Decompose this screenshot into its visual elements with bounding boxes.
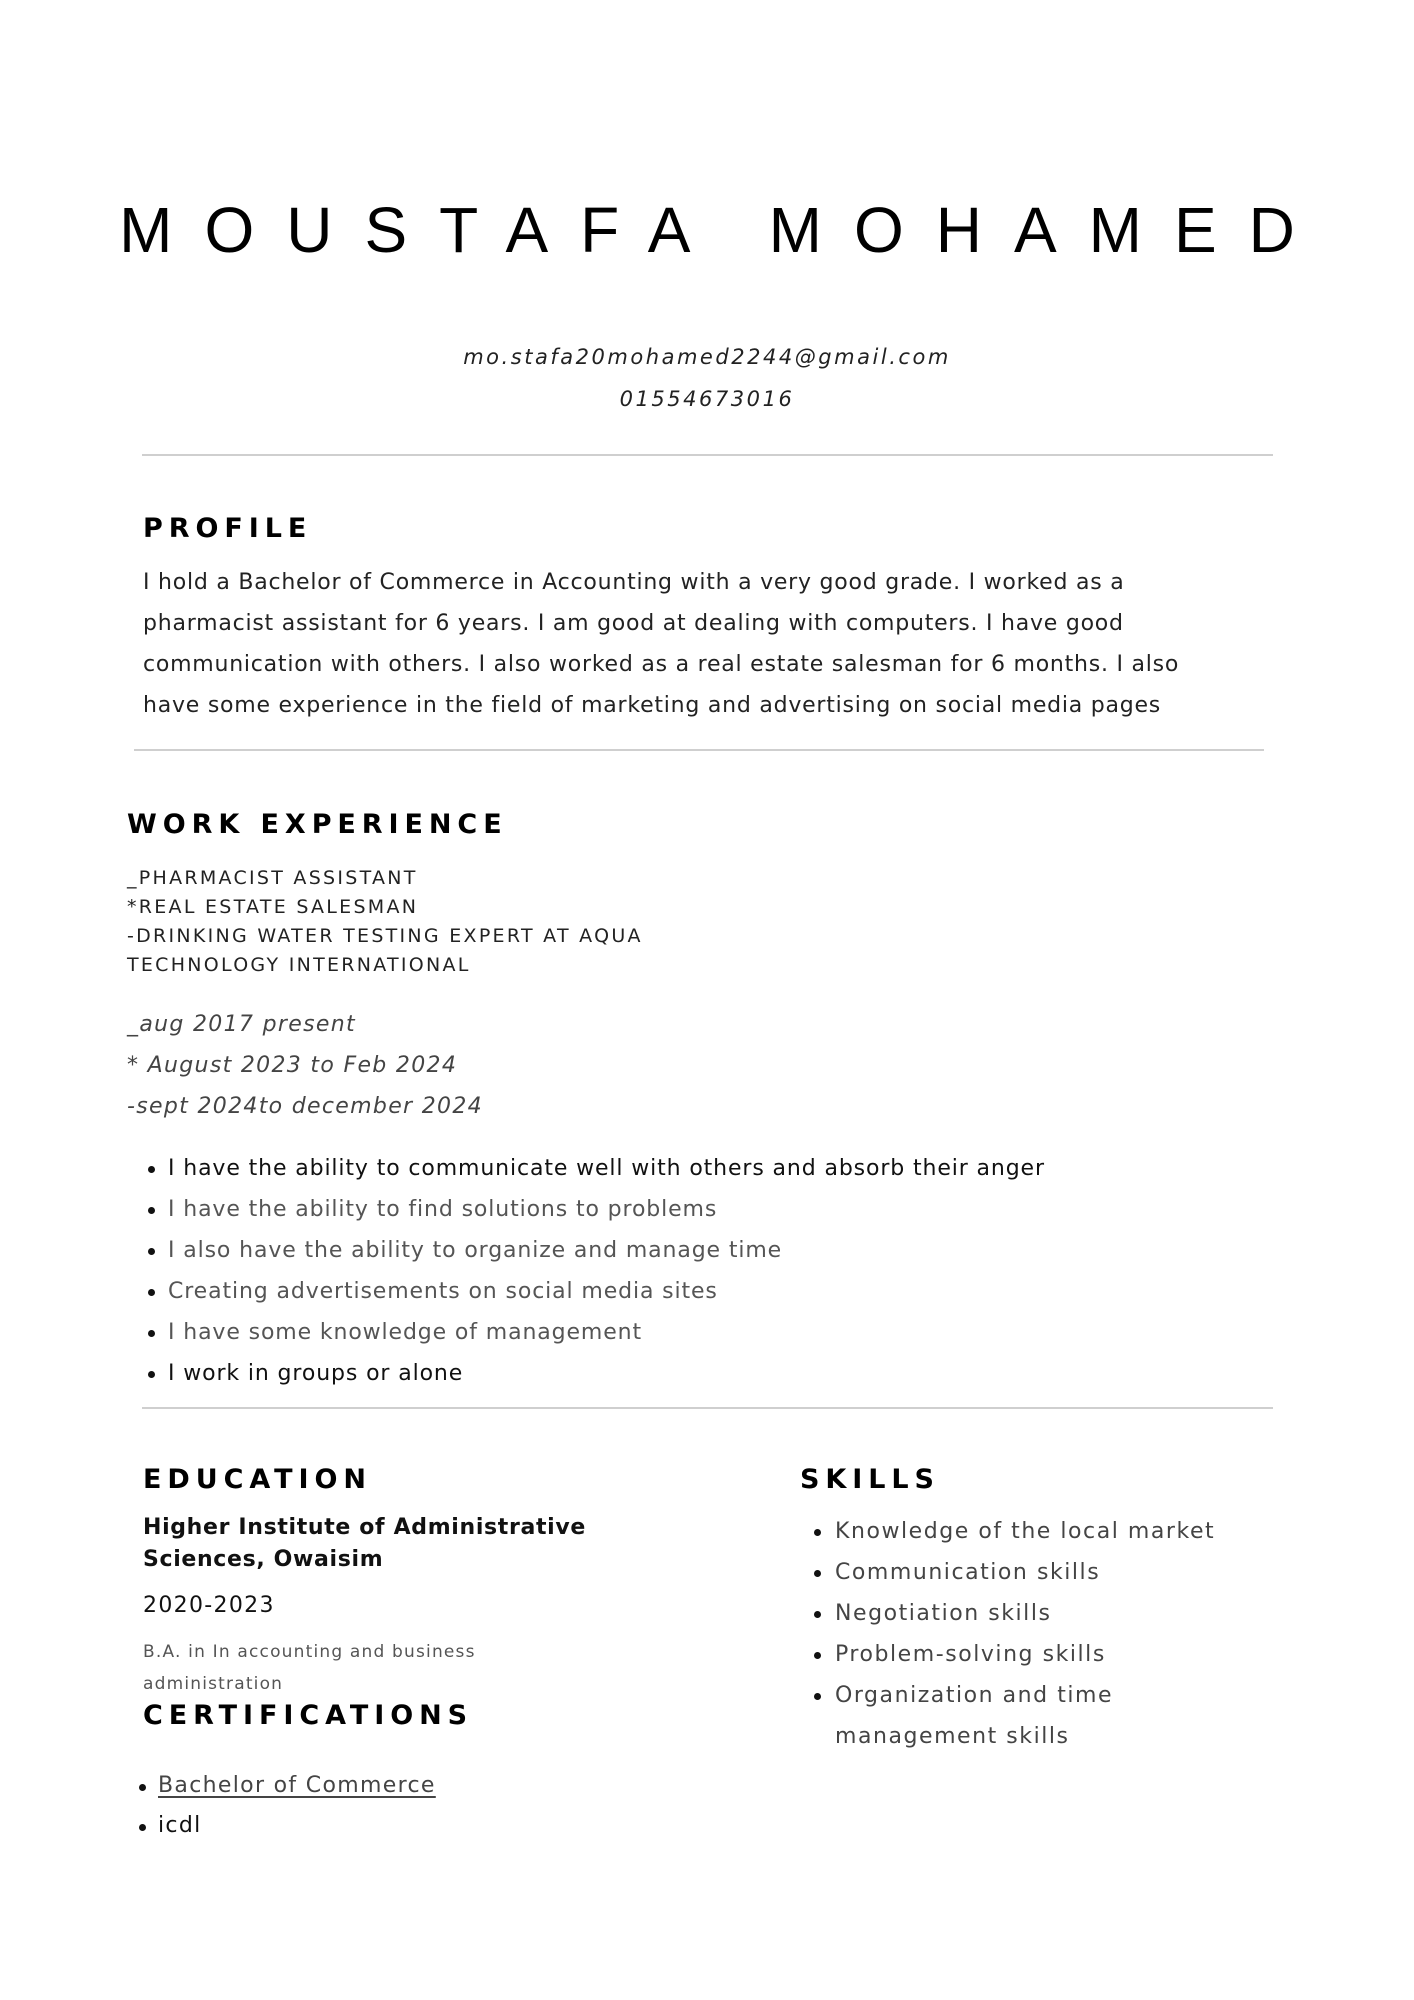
bullet-icon bbox=[148, 1371, 155, 1378]
list-item bbox=[146, 1353, 1045, 1394]
list-item-text: I work in groups or alone bbox=[168, 1361, 464, 1386]
list-item bbox=[146, 1271, 1045, 1312]
list-item bbox=[146, 1312, 1045, 1353]
bullet-icon bbox=[148, 1289, 155, 1296]
job-title: *REAL ESTATE SALESMAN bbox=[127, 896, 419, 918]
job-title: _PHARMACIST ASSISTANT bbox=[127, 867, 418, 889]
job-dates bbox=[127, 1004, 483, 1127]
bullet-icon bbox=[139, 1784, 146, 1791]
bullet-icon bbox=[148, 1207, 155, 1214]
bullet-icon bbox=[148, 1166, 155, 1173]
bullet-icon bbox=[814, 1693, 821, 1700]
list-item-text: I have the ability to communicate well with others and absorb their anger bbox=[168, 1156, 1045, 1181]
profile-line: pharmacist assistant for 6 years. I am good at dealing with computers. I have good bbox=[143, 611, 1124, 636]
job-date: _aug 2017 present bbox=[127, 1012, 356, 1037]
resume-name: MOUSTAFA MOHAMED bbox=[119, 194, 1327, 266]
list-item-text: Organization and time bbox=[835, 1683, 1114, 1708]
list-item bbox=[811, 1593, 1215, 1634]
bullet-icon bbox=[139, 1824, 146, 1831]
degree-line: B.A. in In accounting and business bbox=[143, 1642, 476, 1662]
job-title: TECHNOLOGY INTERNATIONAL bbox=[127, 954, 471, 976]
list-item bbox=[146, 1189, 1045, 1230]
list-item-text: Communication skills bbox=[835, 1560, 1101, 1585]
bullet-icon bbox=[814, 1529, 821, 1536]
list-item bbox=[137, 1806, 436, 1846]
list-item bbox=[146, 1230, 1045, 1271]
school-name-line: Sciences, Owaisim bbox=[143, 1547, 384, 1572]
certification-text: icdl bbox=[158, 1813, 202, 1838]
certifications-list bbox=[137, 1766, 436, 1846]
profile-line: have some experience in the field of marketing and advertising on social media pages bbox=[143, 693, 1162, 718]
profile-heading: PROFILE bbox=[143, 513, 313, 544]
education-heading: EDUCATION bbox=[143, 1464, 372, 1495]
job-title: -DRINKING WATER TESTING EXPERT AT AQUA bbox=[127, 925, 643, 947]
list-item-text: Knowledge of the local market bbox=[835, 1519, 1216, 1544]
list-item-text: Creating advertisements on social media sites bbox=[168, 1279, 718, 1304]
job-titles bbox=[127, 864, 643, 980]
job-date: * August 2023 to Feb 2024 bbox=[127, 1053, 458, 1078]
header-divider bbox=[142, 454, 1273, 456]
bullet-icon bbox=[814, 1570, 821, 1577]
list-item-text: I have the ability to find solutions to problems bbox=[168, 1197, 718, 1222]
list-item-text: Negotiation skills bbox=[835, 1601, 1052, 1626]
skills-heading: SKILLS bbox=[800, 1464, 940, 1495]
certification-link[interactable]: Bachelor of Commerce bbox=[158, 1773, 436, 1798]
bullet-icon bbox=[148, 1330, 155, 1337]
work-experience-heading: WORK EXPERIENCE bbox=[127, 809, 508, 840]
education-years: 2020-2023 bbox=[143, 1593, 275, 1618]
list-item-text: I also have the ability to organize and manage time bbox=[168, 1238, 783, 1263]
degree-line: administration bbox=[143, 1674, 284, 1694]
bullet-icon bbox=[814, 1652, 821, 1659]
profile-line: I hold a Bachelor of Commerce in Accounting with a very good grade. I worked as a bbox=[143, 570, 1125, 595]
list-item bbox=[146, 1148, 1045, 1189]
job-date: -sept 2024to december 2024 bbox=[127, 1094, 483, 1119]
contact-email: mo.stafa20mohamed2244@gmail.com bbox=[463, 345, 951, 369]
list-item bbox=[811, 1675, 1215, 1757]
degree-text bbox=[143, 1636, 623, 1700]
list-item-text: management skills bbox=[835, 1724, 1070, 1749]
experience-bullets bbox=[146, 1148, 1045, 1394]
experience-divider bbox=[142, 1407, 1273, 1409]
list-item bbox=[811, 1552, 1215, 1593]
list-item-text: I have some knowledge of management bbox=[168, 1320, 642, 1345]
profile-text bbox=[143, 562, 1293, 726]
list-item bbox=[811, 1634, 1215, 1675]
skills-list bbox=[811, 1511, 1215, 1757]
list-item-text: Problem-solving skills bbox=[835, 1642, 1106, 1667]
list-item bbox=[811, 1511, 1215, 1552]
bullet-icon bbox=[148, 1248, 155, 1255]
certifications-heading: CERTIFICATIONS bbox=[143, 1700, 474, 1731]
bullet-icon bbox=[814, 1611, 821, 1618]
profile-line: communication with others. I also worked as a real estate salesman for 6 months. I also bbox=[143, 652, 1180, 677]
profile-divider bbox=[134, 749, 1264, 751]
school-name bbox=[143, 1512, 703, 1576]
contact-phone: 01554673016 bbox=[619, 387, 795, 411]
list-item bbox=[137, 1766, 436, 1806]
school-name-line: Higher Institute of Administrative bbox=[143, 1515, 586, 1540]
